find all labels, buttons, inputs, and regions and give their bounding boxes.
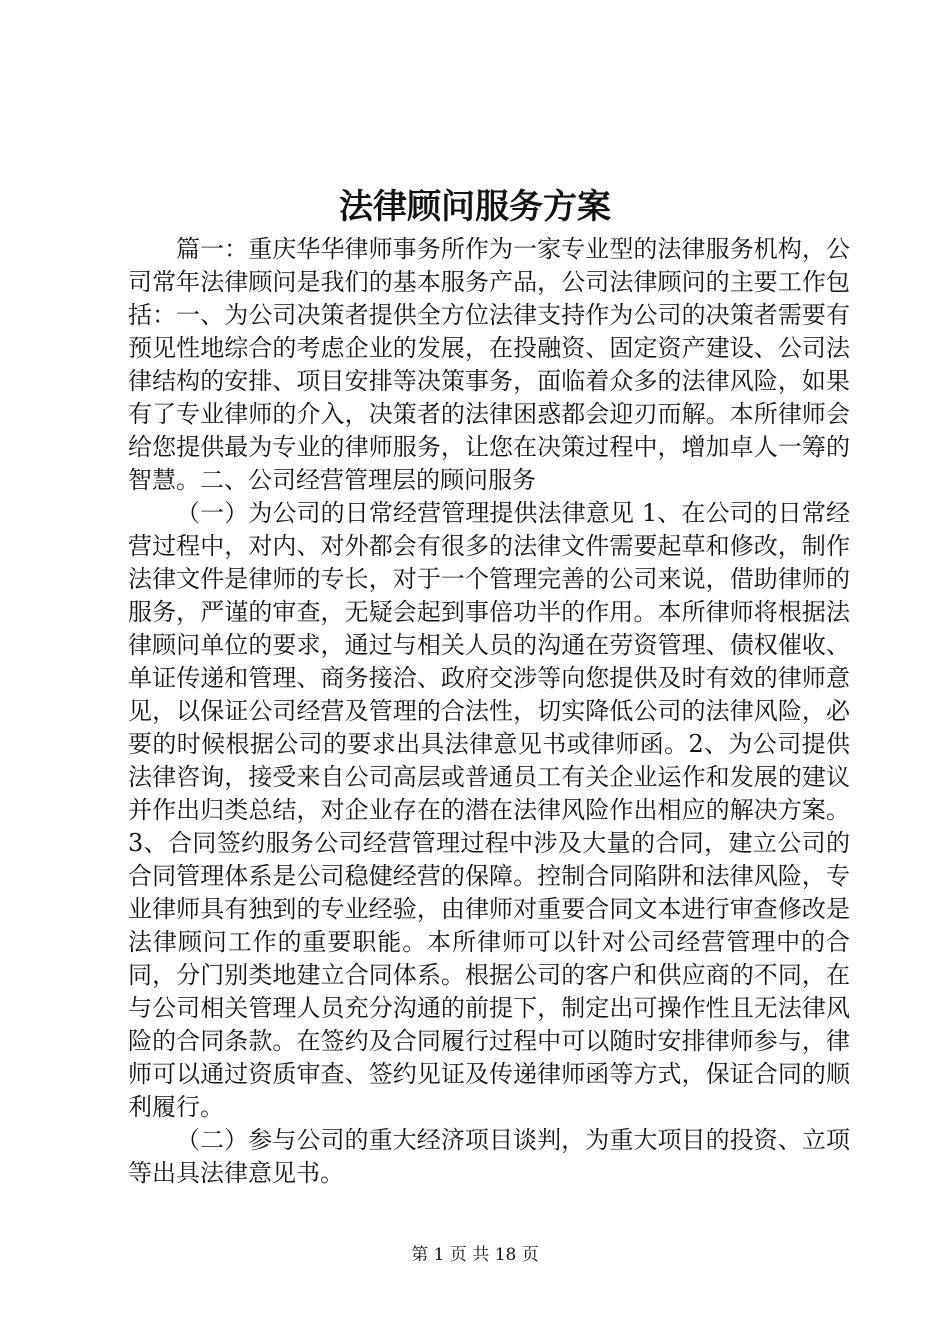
document-title: 法律顾问服务方案 bbox=[339, 187, 611, 227]
document-body bbox=[128, 233, 850, 1190]
page-footer: 第 1 页 共 18 页 bbox=[411, 1245, 539, 1265]
paragraph-1: 篇一：重庆华华律师事务所作为一家专业型的法律服务机构，公司常年法律顾问是我们的基本服务产品，公司法律顾问的主要工作包括：一、为公司决策者提供全方位法律支持作为公司的决策者需要有预见性地综合的考虑企业的发展，在投融资、固定资产建设、公司法律结构的安排、项目安排等决策事务，面临着众多的法律风险，如果有了专业律师的介入，决策者的法律困惑都会迎刃而解。本所律师会给您提供最为专业的律师服务，让您在决策过程中，增加卓人一筹的智慧。二、公司经营管理层的顾问服务 bbox=[128, 235, 850, 494]
paragraph-3: （二）参与公司的重大经济项目谈判，为重大项目的投资、立项等出具法律意见书。 bbox=[128, 1126, 850, 1187]
paragraph-2: （一）为公司的日常经营管理提供法律意见 1、在公司的日常经营过程中，对内、对外都会有很多的法律文件需要起草和修改，制作法律文件是律师的专长，对于一个管理完善的公司来说，借助律师的服务，严谨的审查，无疑会起到事倍功半的作用。本所律师将根据法律顾问单位的要求，通过与相关人员的沟通在劳资管理、债权催收、单证传递和管理、商务接洽、政府交涉等向您提供及时有效的律师意见，以保证公司经营及管理的合法性，切实降低公司的法律风险，必要的时候根据公司的要求出具法律意见书或律师函。2、为公司提供法律咨询，接受来自公司高层或普通员工有关企业运作和发展的建议并作出归类总结，对企业存在的潜在法律风险作出相应的解决方案。3、合同签约服务公司经营管理过程中涉及大量的合同，建立公司的合同管理体系是公司稳健经营的保障。控制合同陷阱和法律风险，专业律师具有独到的专业经验，由律师对重要合同文本进行审查修改是法律顾问工作的重要职能。本所律师可以针对公司经营管理中的合同，分门别类地建立合同体系。根据公司的客户和供应商的不同，在与公司相关管理人员充分沟通的前提下，制定出可操作性且无法律风险的合同条款。在签约及合同履行过程中可以随时安排律师参与，律师可以通过资质审查、签约见证及传递律师函等方式，保证合同的顺利履行。 bbox=[128, 499, 850, 1121]
